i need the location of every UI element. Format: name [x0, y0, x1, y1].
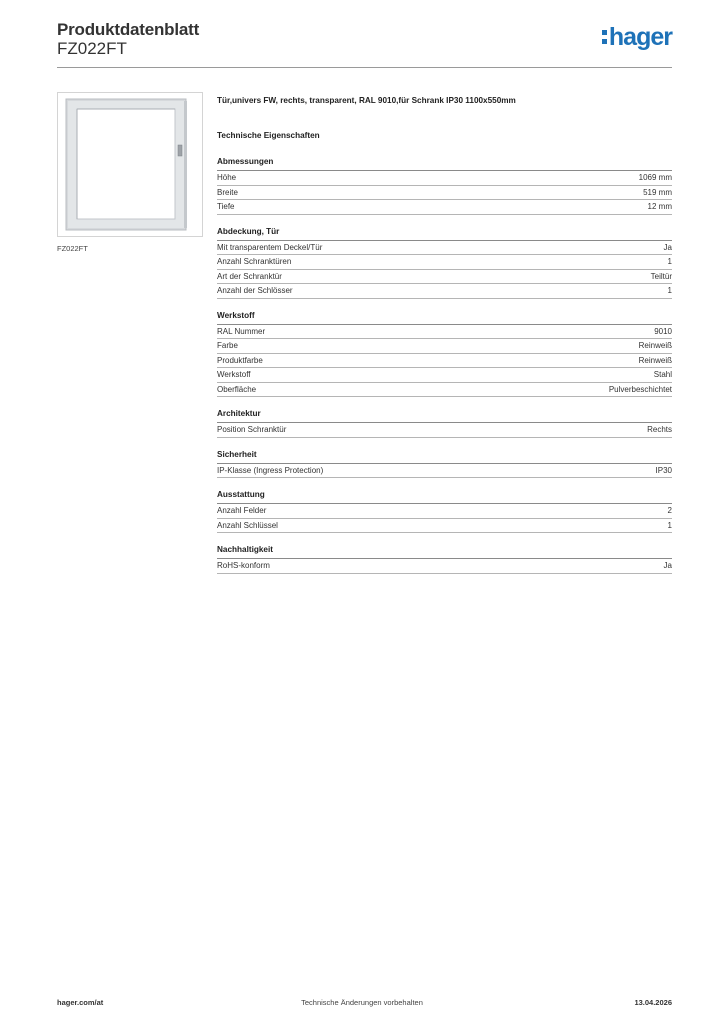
row-value: 1: [667, 520, 672, 530]
header-divider: [57, 67, 672, 68]
section-title: Werkstoff: [217, 311, 672, 325]
row-label: Werkstoff: [217, 370, 251, 379]
table-row: [217, 368, 672, 383]
table-row: [217, 270, 672, 285]
row-label: Art der Schranktür: [217, 271, 282, 281]
section-title: Abdeckung, Tür: [217, 227, 672, 241]
technical-properties-heading: Technische Eigenschaften: [217, 131, 320, 140]
table-row: [217, 423, 672, 438]
row-label: IP-Klasse (Ingress Protection): [217, 465, 324, 475]
section-title: Abmessungen: [217, 157, 672, 171]
section-ausstattung: [217, 490, 672, 533]
table-row: [217, 186, 672, 201]
footer-website: hager.com/at: [57, 998, 104, 1007]
row-label: Produktfarbe: [217, 355, 263, 365]
row-value: 12 mm: [647, 202, 672, 211]
table-row: [217, 241, 672, 256]
row-label: Oberfläche: [217, 384, 257, 394]
table-row: [217, 339, 672, 354]
row-label: Tiefe: [217, 202, 235, 211]
table-row: [217, 519, 672, 534]
footer-notice: Technische Änderungen vorbehalten: [301, 998, 423, 1007]
row-label: Breite: [217, 187, 238, 197]
table-row: [217, 354, 672, 369]
row-label: Farbe: [217, 341, 238, 350]
row-value: Reinweiß: [638, 355, 672, 365]
row-value: IP30: [655, 465, 672, 475]
row-label: Anzahl Felder: [217, 506, 267, 515]
row-value: 1: [667, 286, 672, 295]
table-row: [217, 383, 672, 398]
page-title: Produktdatenblatt: [57, 20, 200, 39]
row-value: 9010: [654, 326, 672, 336]
row-label: Mit transparentem Deckel/Tür: [217, 242, 323, 252]
row-value: 1: [667, 257, 672, 266]
logo-text: hager: [608, 23, 672, 51]
section-architektur: [217, 409, 672, 438]
row-value: Pulverbeschichtet: [608, 384, 672, 394]
table-row: [217, 464, 672, 479]
row-value: Reinweiß: [638, 341, 672, 350]
row-value: Stahl: [653, 370, 672, 379]
section-werkstoff: [217, 311, 672, 398]
row-label: RoHS-konform: [217, 561, 270, 570]
table-row: [217, 200, 672, 215]
row-label: Anzahl Schlüssel: [217, 520, 278, 530]
section-abmessungen: [217, 157, 672, 215]
section-title: Architektur: [217, 409, 672, 423]
product-details: [217, 96, 672, 574]
section-nachhaltigkeit: [217, 545, 672, 574]
row-value: 519 mm: [643, 187, 672, 197]
table-row: [217, 504, 672, 519]
row-label: Höhe: [217, 173, 237, 182]
table-row: [217, 325, 672, 340]
row-value: Ja: [663, 561, 672, 570]
row-value: Teiltür: [650, 271, 672, 281]
hager-logo: [602, 25, 672, 50]
footer-date: 13.04.2026: [634, 998, 672, 1007]
row-label: Position Schranktür: [217, 425, 287, 434]
product-description: Tür,univers FW, rechts, transparent, RAL 9010,für Schrank IP30 1100x550mm: [217, 96, 516, 105]
section-title: Nachhaltigkeit: [217, 545, 672, 559]
transparent-door-image: [57, 92, 203, 237]
product-code: FZ022FT: [57, 39, 127, 58]
section-title: Sicherheit: [217, 450, 672, 464]
table-row: [217, 559, 672, 574]
row-label: RAL Nummer: [217, 326, 266, 336]
table-row: [217, 171, 672, 186]
table-row: [217, 284, 672, 299]
row-value: 1069 mm: [638, 173, 672, 182]
row-label: Anzahl der Schlösser: [217, 286, 293, 295]
row-value: Rechts: [647, 425, 672, 434]
row-value: 2: [667, 506, 672, 515]
row-value: Ja: [663, 242, 672, 252]
image-caption: FZ022FT: [57, 244, 88, 253]
logo-dots-icon: [602, 30, 607, 44]
section-sicherheit: [217, 450, 672, 479]
section-title: Ausstattung: [217, 490, 672, 504]
table-row: [217, 255, 672, 270]
row-label: Anzahl Schranktüren: [217, 257, 292, 266]
section-abdeckung-tuer: [217, 227, 672, 299]
